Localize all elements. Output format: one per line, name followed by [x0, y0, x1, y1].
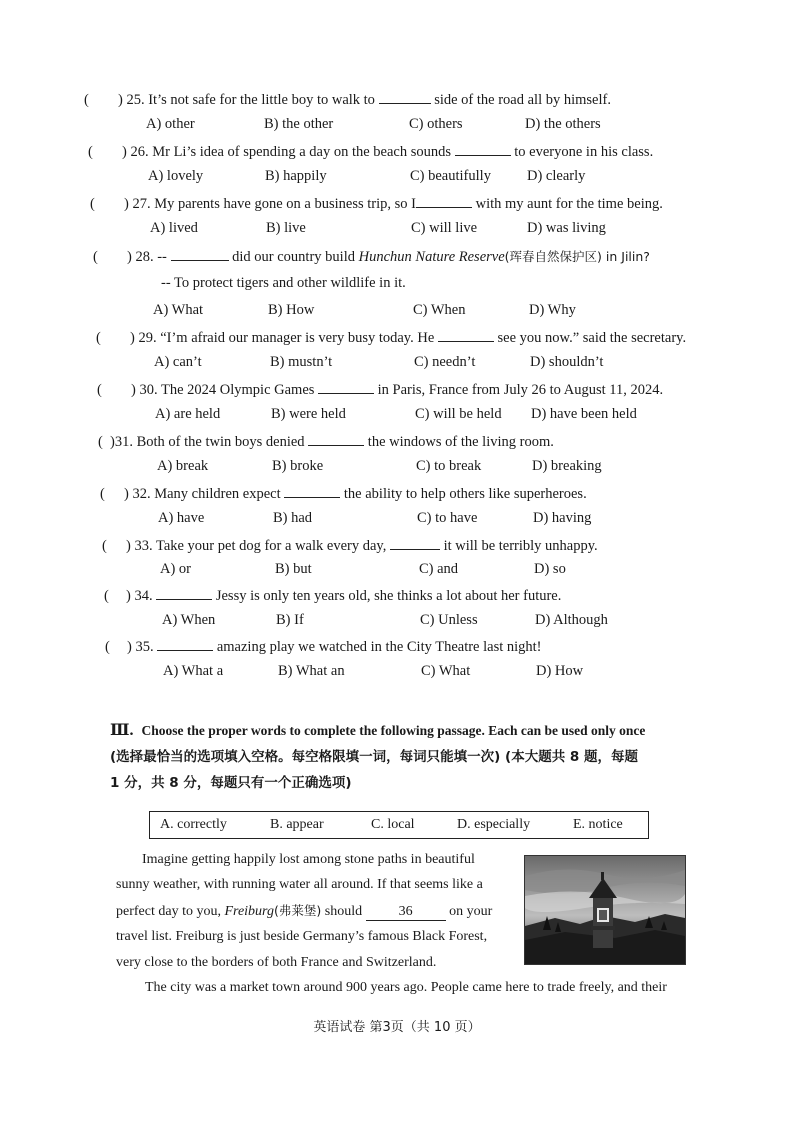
option-d: D) Although	[535, 612, 608, 628]
option-c: C) will live	[411, 220, 478, 236]
section-title-cn-2: 1 分，共 8 分，每题只有一个正确选项)	[110, 775, 352, 791]
option-d: D) How	[536, 663, 584, 679]
question-28	[93, 246, 650, 266]
question-stem: --	[157, 249, 167, 265]
question-stem: Mr Li’s idea of spending a day on the beach sounds	[152, 144, 452, 160]
answer-blank[interactable]	[284, 483, 340, 498]
question-number: )31.	[110, 434, 133, 450]
option-c: C) Unless	[420, 612, 478, 628]
word-bank-box	[149, 811, 649, 839]
answer-paren-open[interactable]: (	[84, 92, 89, 108]
passage-italic-text: Freiburg	[224, 904, 274, 919]
passage-line-5: very close to the borders of both France and Switzerland.	[116, 955, 437, 970]
question-number: ) 27.	[124, 196, 151, 212]
option-d: D) was living	[527, 220, 606, 236]
question-32	[100, 483, 587, 503]
option-b: B) broke	[272, 458, 324, 474]
question-stem: “I’m afraid our manager is very busy today. He	[160, 330, 435, 346]
question-stem-end: in Paris, France from July 26 to August 11, 2024.	[377, 382, 664, 398]
option-d: D) shouldn’t	[530, 354, 604, 370]
question-stem-end: the ability to help others like superheroes.	[343, 486, 587, 502]
option-c: C) beautifully	[410, 168, 491, 184]
answer-blank[interactable]	[157, 636, 213, 651]
answer-paren-open[interactable]: (	[90, 196, 95, 212]
question-number: ) 28.	[127, 249, 154, 265]
option-a: A) other	[146, 116, 195, 132]
option-a: A) have	[158, 510, 205, 526]
answer-blank[interactable]	[379, 89, 431, 104]
answer-paren-open[interactable]: (	[105, 639, 110, 655]
word-option-a: A. correctly	[160, 817, 227, 832]
option-c: C) needn’t	[414, 354, 476, 370]
passage-line-1: Imagine getting happily lost among stone paths in beautiful	[142, 852, 475, 867]
answer-paren-open[interactable]: (	[102, 538, 107, 554]
question-stem-cn: (珲春自然保护区) in Jilin?	[504, 249, 650, 264]
option-a: A) break	[157, 458, 209, 474]
question-25	[84, 89, 611, 109]
option-a: A) What	[153, 302, 204, 318]
option-d: D) Why	[529, 302, 576, 318]
option-d: D) breaking	[532, 458, 602, 474]
question-number: ) 25.	[118, 92, 145, 108]
answer-blank[interactable]	[416, 193, 472, 208]
passage-line-6: The city was a market town around 900 years ago. People came here to trade freely, and their	[145, 980, 667, 995]
answer-blank[interactable]	[390, 535, 440, 550]
question-35	[105, 636, 542, 656]
option-a: A) What a	[163, 663, 224, 679]
word-option-b: B. appear	[270, 817, 324, 832]
question-stem: Take your pet dog for a walk every day,	[155, 538, 387, 554]
page-footer: 英语试卷 第3页（共 10 页）	[313, 1020, 481, 1035]
question-29	[96, 327, 686, 347]
question-stem-end: it will be terribly unhappy.	[443, 538, 598, 554]
question-stem-end: Jessy is only ten years old, she thinks a lot about her future.	[215, 588, 562, 604]
answer-blank[interactable]	[318, 379, 374, 394]
passage-text: should	[324, 904, 363, 919]
option-d: D) having	[533, 510, 592, 526]
option-a: A) can’t	[154, 354, 202, 370]
option-a: A) When	[162, 612, 216, 628]
freiburg-tower-image	[525, 856, 685, 964]
answer-paren-open[interactable]: (	[93, 249, 98, 265]
option-c: C) to have	[417, 510, 478, 526]
answer-paren-open[interactable]: (	[100, 486, 105, 502]
option-b: B) the other	[264, 116, 334, 132]
option-b: B) happily	[265, 168, 327, 184]
question-stem-end: to everyone in his class.	[514, 144, 654, 160]
section-3-heading	[110, 718, 720, 796]
freiburg-photo	[524, 855, 686, 965]
question-stem-end: side of the road all by himself.	[434, 92, 611, 108]
question-stem-italic: Hunchun Nature Reserve	[358, 249, 505, 265]
answer-blank[interactable]	[308, 431, 364, 446]
answer-paren-open[interactable]: (	[88, 144, 93, 160]
answer-paren-open[interactable]: (	[96, 330, 101, 346]
answer-blank-36[interactable]: 36	[366, 904, 446, 921]
passage-line-4: travel list. Freiburg is just beside Germany’s famous Black Forest,	[116, 929, 488, 944]
question-stem-end: with my aunt for the time being.	[475, 196, 663, 212]
question-stem-end: see you now.” said the secretary.	[497, 330, 687, 346]
question-number: ) 32.	[124, 486, 151, 502]
option-a: A) or	[160, 561, 192, 577]
question-stem: Many children expect	[154, 486, 281, 502]
answer-paren-open[interactable]: (	[104, 588, 109, 604]
passage-line-3	[116, 898, 492, 925]
answer-blank[interactable]	[455, 141, 511, 156]
question-number: ) 35.	[127, 639, 154, 655]
passage-cn-text: (弗莱堡)	[273, 903, 322, 918]
option-c: C) to break	[416, 458, 482, 474]
question-number: ) 30.	[131, 382, 158, 398]
question-31	[98, 431, 554, 451]
option-b: B) but	[275, 561, 312, 577]
section-numeral: Ⅲ.	[110, 722, 134, 739]
question-30	[97, 379, 663, 399]
option-c: C) others	[409, 116, 463, 132]
question-34	[104, 585, 561, 605]
option-c: C) will be held	[415, 406, 502, 422]
option-d: D) so	[534, 561, 566, 577]
question-33	[102, 535, 598, 555]
option-b: B) If	[276, 612, 304, 628]
option-d: D) the others	[525, 116, 601, 132]
option-b: B) live	[266, 220, 306, 236]
option-b: B) had	[273, 510, 313, 526]
word-option-d: D. especially	[457, 817, 531, 832]
question-stem-end: amazing play we watched in the City Theatre last night!	[216, 639, 542, 655]
passage-text: on your	[449, 904, 493, 919]
answer-paren-open[interactable]: (	[98, 434, 103, 450]
question-26	[88, 141, 653, 161]
question-number: ) 34.	[126, 588, 153, 604]
option-c: C) What	[421, 663, 471, 679]
option-d: D) clearly	[527, 168, 586, 184]
question-number: ) 33.	[126, 538, 153, 554]
question-stem: My parents have gone on a business trip, so I	[154, 196, 416, 212]
option-a: A) are held	[155, 406, 221, 422]
passage-line-2: sunny weather, with running water all around. If that seems like a	[116, 877, 483, 892]
option-a: A) lived	[150, 220, 198, 236]
option-c: C) and	[419, 561, 459, 577]
answer-paren-open[interactable]: (	[97, 382, 102, 398]
question-stem: The 2024 Olympic Games	[160, 382, 315, 398]
option-d: D) have been held	[531, 406, 637, 422]
question-stem-end: the windows of the living room.	[367, 434, 554, 450]
option-b: B) were held	[271, 406, 346, 422]
question-stem-end: did our country build	[232, 249, 355, 265]
option-c: C) When	[413, 302, 466, 318]
answer-blank[interactable]	[156, 585, 212, 600]
question-27	[90, 193, 663, 213]
option-a: A) lovely	[148, 168, 204, 184]
option-b: B) How	[268, 302, 315, 318]
question-28-answer-line: -- To protect tigers and other wildlife in it.	[161, 275, 406, 291]
answer-blank[interactable]	[438, 327, 494, 342]
option-b: B) What an	[278, 663, 345, 679]
option-b: B) mustn’t	[270, 354, 333, 370]
word-option-e: E. notice	[573, 817, 623, 832]
section-title-cn-1: (选择最恰当的选项填入空格。每空格限填一词，每词只能填一次) (本大题共 8 题，每题	[110, 749, 639, 765]
answer-blank[interactable]	[171, 246, 229, 261]
question-number: ) 29.	[130, 330, 157, 346]
word-option-c: C. local	[371, 817, 415, 832]
passage-text: perfect day to you,	[116, 904, 221, 919]
question-stem: Both of the twin boys denied	[136, 434, 305, 450]
question-stem: It’s not safe for the little boy to walk to	[148, 92, 375, 108]
question-number: ) 26.	[122, 144, 149, 160]
section-title-en: Choose the proper words to complete the following passage. Each can be used only once	[141, 723, 646, 738]
